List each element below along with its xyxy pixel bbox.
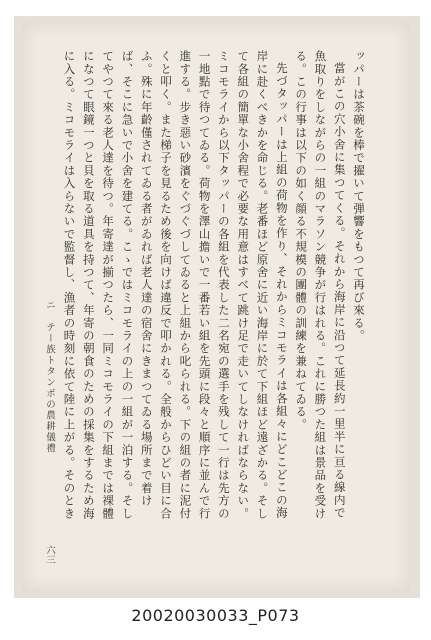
body-text: [58, 50, 368, 530]
paragraph-1: ッパーは茶碗を棒で擢いて弾響をもつて再び來る。: [352, 50, 366, 343]
paragraph-2: 當がこの穴小舍に集つてくる。それから海岸に沿つて延長約一里半に亘る線内で魚取りをしながらの一組のマラソン競争が行はれる。これに勝つた組は景品を受ける。この行事は以下の如く顔る不規模の團體の訓練を兼ねてゐる。: [294, 50, 347, 520]
running-head: ニ テー族トタンボの農耕儀禮: [44, 300, 55, 454]
paragraph-3: 先づタッパーは上組の荷物を作り、それからミコモライは各組々にどこどこの海岸に赴くべきかを命じる。老番ほど原舍に近い海岸に於て下組ほど遠ざかる。そして各組の簡單な小舍程で必要な用意はすべて跳け足で走いてしなければならない。ミコモライから以下タッパーの各組を代表した二名宛の選手を残して一行は先方の一地點で待つてゐる。荷物を澤山擔いで一番若い組を先頭に段々と順序に並んで行進する。步き惡い砂濱をぐづぐづしてゐると上組から叱られる。下の組の者に泥付くと叩く。また梯子を見るため後を向けば違反で叩かれる。全般からひどい目に合ふ。殊に年齡僅されてゐる者がゐれば老人達の宿舍にきまつてゐる場所まで着けば、そこに急いで小舍を建てる。こゝではミコモライの上の一組が一泊する。そしてやつて來る老人達を待つ。年寄達が揃つたら、一同ミコモライの下組までは裸體になつて眼鏡一つと貝を取る道具を持つて、年寄の朝食のための採集をするため海に入る。ミコモライは入らないで監督し、漁者の時刻に依て陸に上がる。そのとき: [62, 50, 289, 520]
page-number: 六三: [44, 545, 55, 564]
image-caption: 20020030033_P073: [131, 606, 300, 625]
